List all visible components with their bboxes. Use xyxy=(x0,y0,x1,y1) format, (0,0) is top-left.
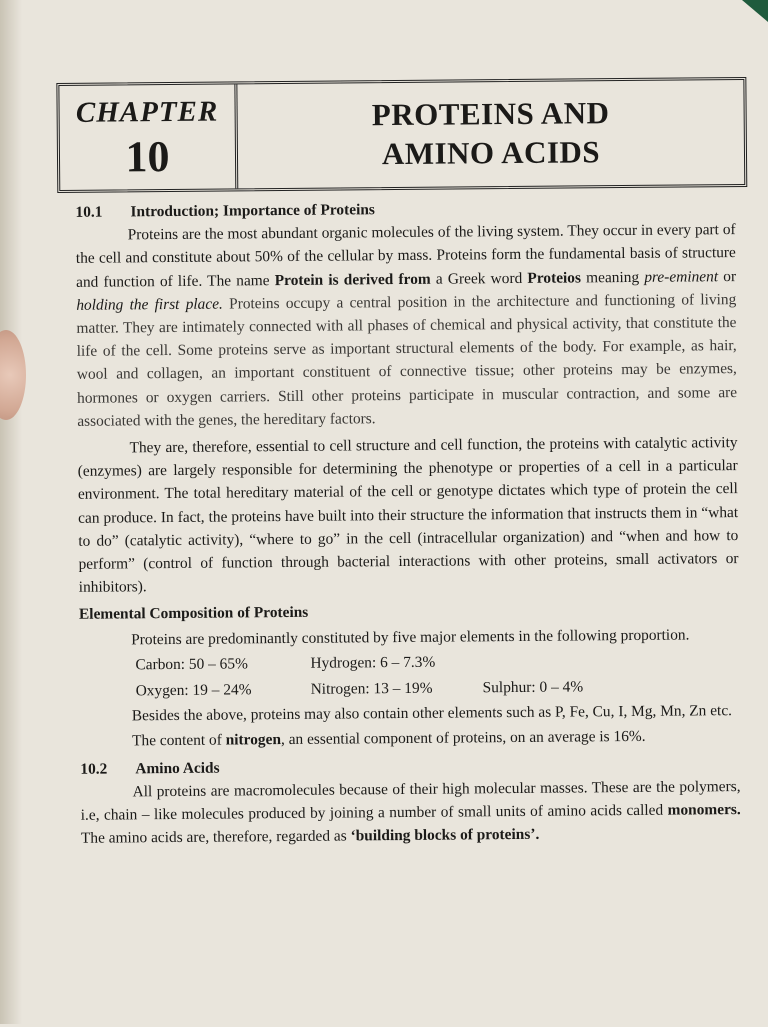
bold-text: nitrogen xyxy=(225,731,282,749)
element-hydrogen: Hydrogen: 6 – 7.3% xyxy=(310,653,436,672)
chapter-label-cell xyxy=(59,84,238,190)
paragraph-introduction xyxy=(76,218,738,433)
bold-text: ‘building blocks of proteins’. xyxy=(350,826,540,845)
text-run: All proteins are macromolecules because of their high molecular masses. These are the polymers, i.e, chain – like molecules produced by joining a number of small units of amino acids called xyxy=(80,777,741,824)
section-title: Introduction; Importance of Proteins xyxy=(130,201,375,221)
text-run: Proteins occupy a central position in the architecture and functioning of living matter. They are intimately connected with all phases of chemical and physical activity, that constitute the life of the cell. Some proteins serve as important structural elements of the body. For example, as hair, wool and collagen, an important constituent of connective tissue; other proteins may be enzymes, hormones or oxygen carriers. Still other proteins participate in muscular contraction, and some are associated with the genes, the hereditary factors. xyxy=(76,290,738,430)
chapter-number: 10 xyxy=(125,131,170,181)
section-number: 10.2 xyxy=(80,760,108,778)
chapter-title xyxy=(237,80,744,188)
bold-text: monomers. xyxy=(667,801,741,819)
text-run: The amino acids are, therefore, regarded as xyxy=(80,827,351,848)
nitrogen-content xyxy=(80,725,740,754)
paragraph-function: They are, therefore, essential to cell structure and cell function, the proteins with catalytic activity (enzymes) are largely responsible for determining the phenotype or properties of a cell in a particular environment. The total hereditary material of the cell or genotype dictates which type of protein the cell can produce. In fact, the proteins have built into their structure the information that instructs them in “what to do” (catalytic activity), “where to go” in the cell (intracellular organization) and “when and how to perform” (control of function through bacterial interactions with other proteins, small activators or inhibitors). xyxy=(77,434,739,597)
section-title: Amino Acids xyxy=(135,759,220,777)
bold-text: Proteios xyxy=(527,269,582,287)
italic-text: pre-eminent xyxy=(644,267,719,286)
paragraph-amino-acids xyxy=(80,775,741,850)
italic-text: holding the first place. xyxy=(76,295,223,314)
element-carbon: Carbon: 50 – 65% xyxy=(135,655,248,674)
elemental-heading: Elemental Composition of Proteins xyxy=(78,604,309,624)
elements-besides: Besides the above, proteins may also contain other elements such as P, Fe, Cu, I, Mg, Mn, Zn etc. xyxy=(131,702,733,725)
text-run: meaning xyxy=(580,268,645,287)
text-run: The content of xyxy=(132,731,226,750)
element-table xyxy=(79,648,739,703)
chapter-title-line1: PROTEINS AND xyxy=(371,95,610,133)
text-run: Proteins are the most abundant organic molecules of the living system. They occur in every part of the cell and constitute about 50% of the cellular by mass. Proteins form the fundamental basis of structure and function of life. The name xyxy=(75,221,736,291)
element-row xyxy=(135,648,739,676)
bold-text: Protein is derived from xyxy=(274,270,431,289)
element-row xyxy=(136,674,740,702)
page-body xyxy=(75,195,741,850)
text-run: or xyxy=(718,267,737,285)
element-nitrogen: Nitrogen: 13 – 19% xyxy=(310,679,433,698)
text-run: a Greek word xyxy=(430,269,528,288)
elemental-intro: Proteins are predominantly constituted by five major elements in the following proportion. xyxy=(131,626,690,649)
element-sulphur: Sulphur: 0 – 4% xyxy=(482,678,584,697)
element-oxygen: Oxygen: 19 – 24% xyxy=(135,681,252,700)
chapter-word: CHAPTER xyxy=(75,95,219,129)
section-number: 10.1 xyxy=(75,203,103,221)
text-run: , an essential component of proteins, on an average is 16%. xyxy=(280,728,646,749)
chapter-title-line2: AMINO ACIDS xyxy=(381,134,601,172)
chapter-header xyxy=(56,77,747,193)
